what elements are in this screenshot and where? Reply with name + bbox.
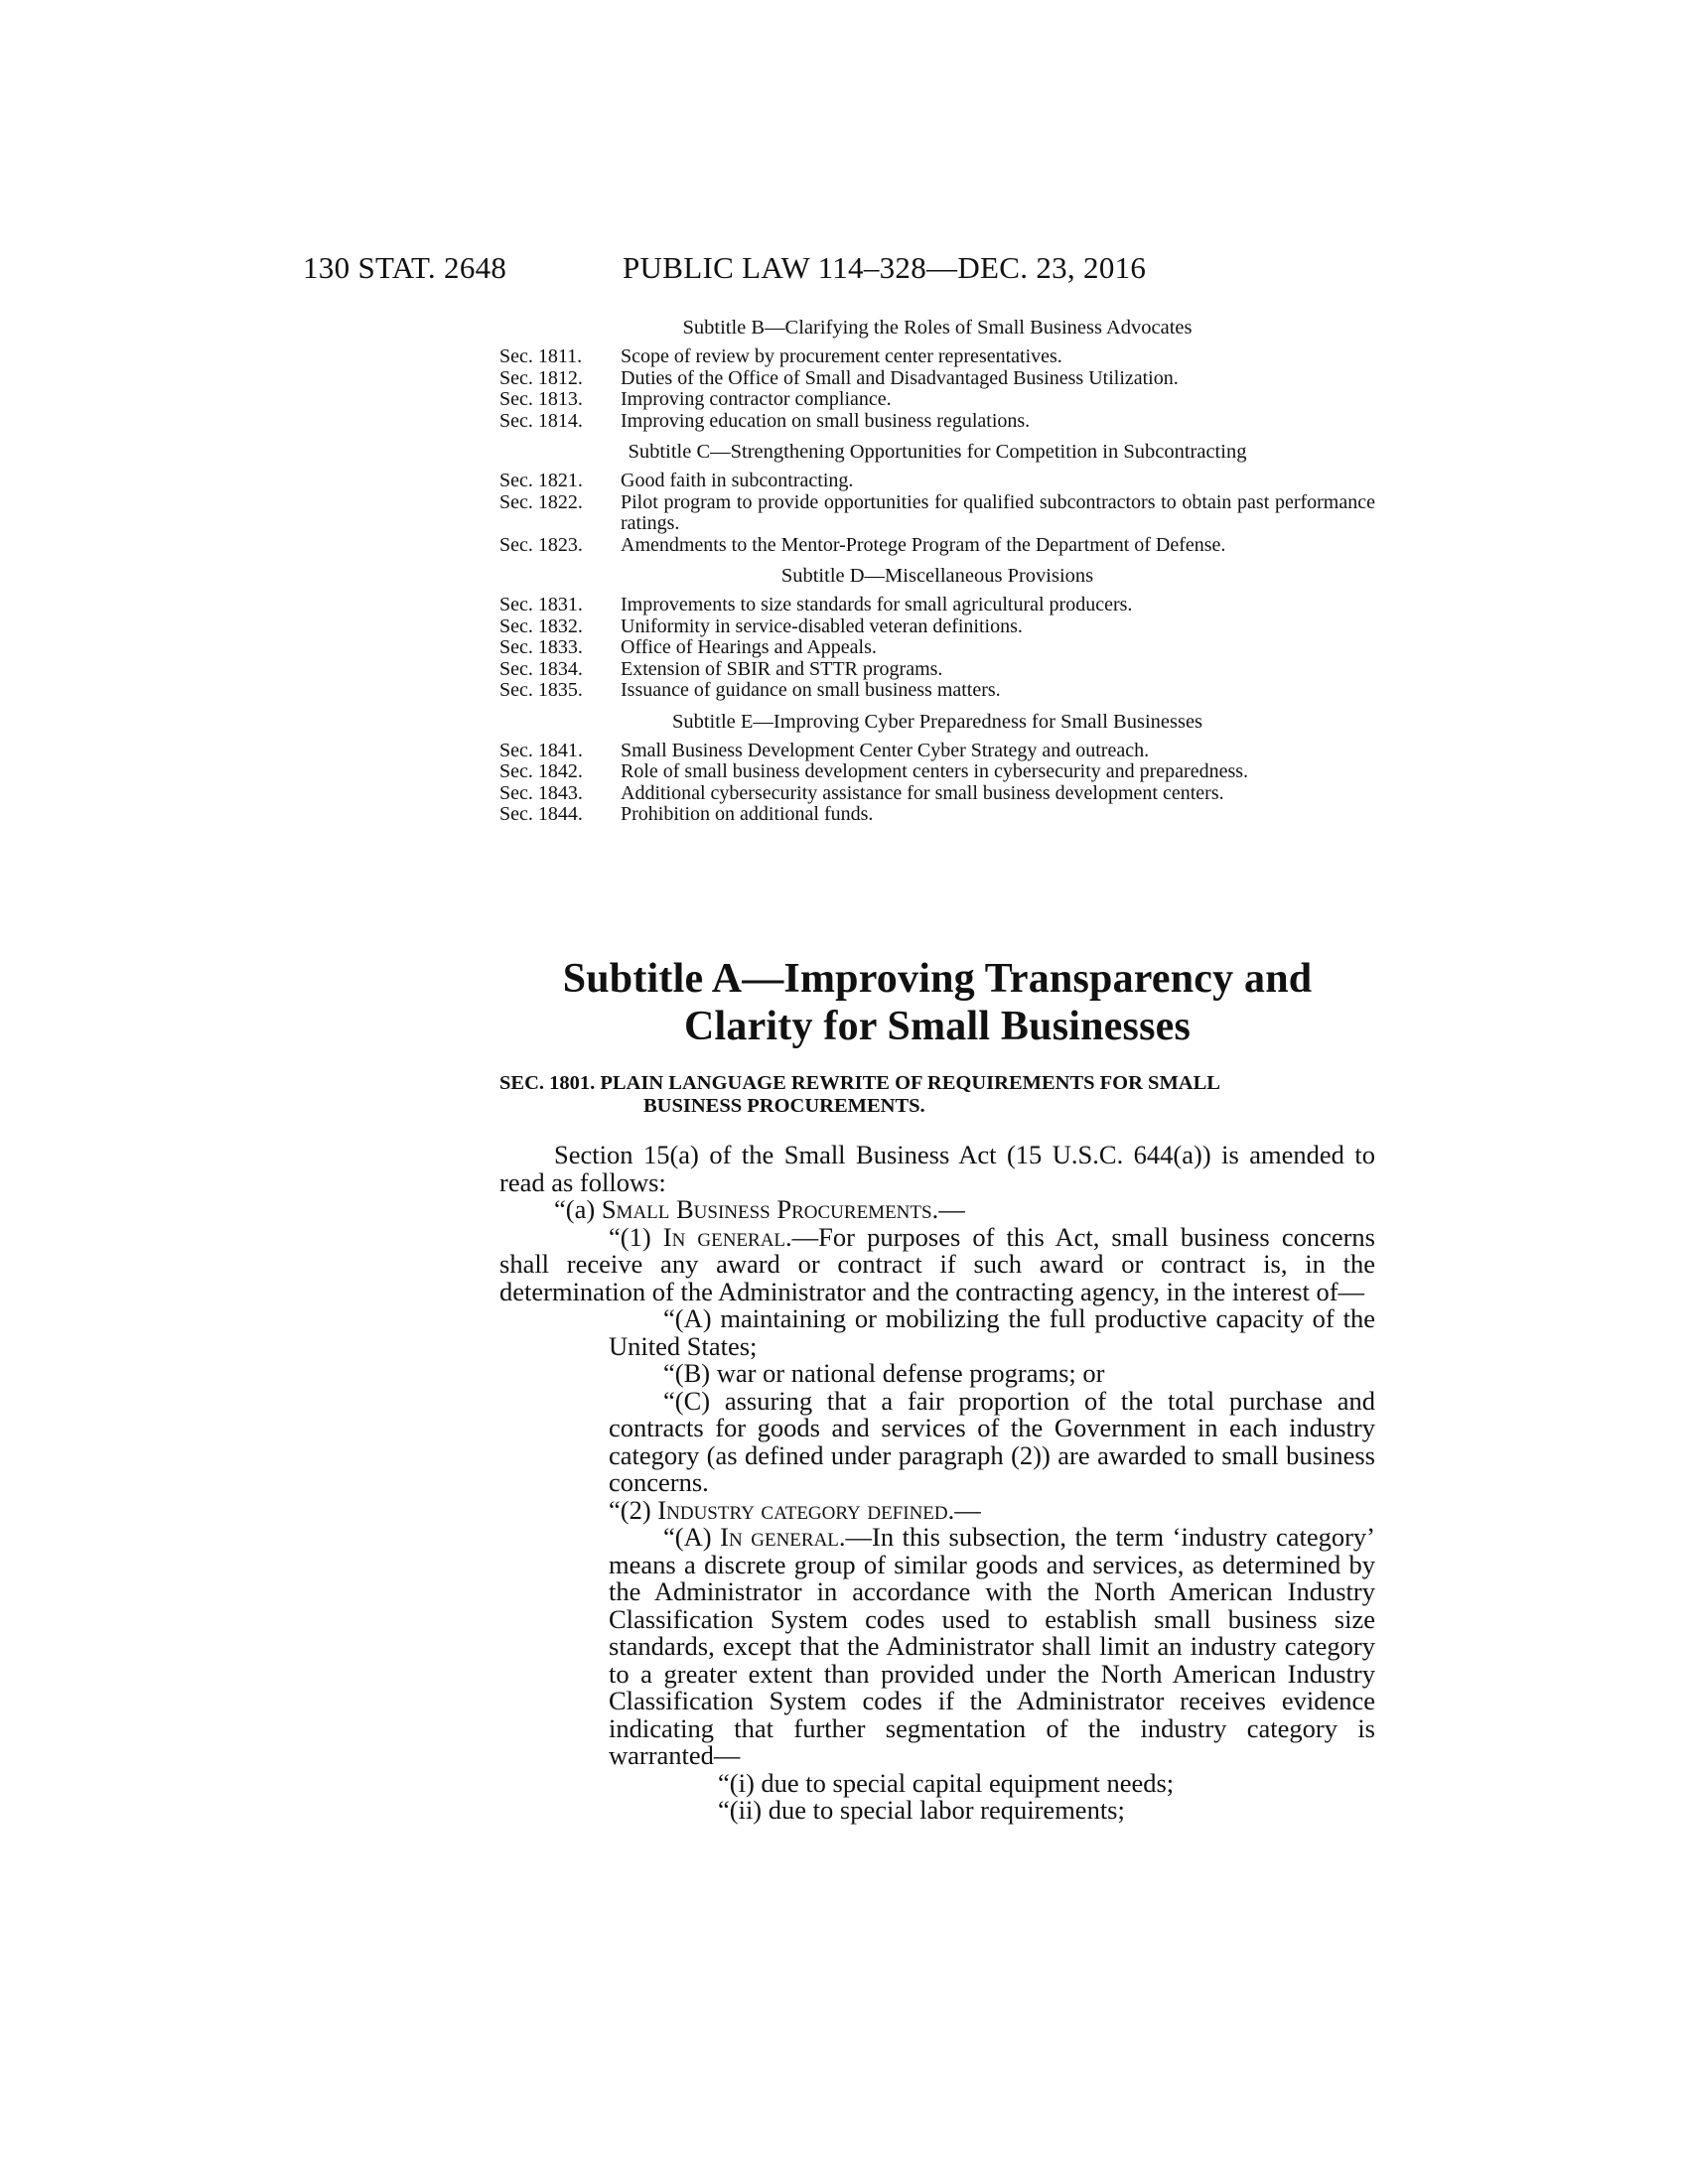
- toc-heading: Subtitle C—Strengthening Opportunities for Competition in Subcontracting: [628, 441, 1247, 463]
- toc-entry-number: Sec. 1823.: [499, 533, 583, 556]
- toc-entry-number: Sec. 1841.: [499, 739, 583, 761]
- clause-2-a-i: “(i) due to special capital equipment needs;: [718, 1767, 1175, 1798]
- toc-entry-number: Sec. 1832.: [499, 614, 583, 637]
- paragraph-2-caption: Industry category defined: [657, 1494, 948, 1525]
- subtitle-a-heading-line1: Subtitle A—Improving Transparency and: [562, 956, 1313, 1002]
- running-head: [303, 250, 1375, 290]
- toc-entry-number: Sec. 1821.: [499, 470, 583, 491]
- clause-2-a-ii: “(ii) due to special labor requirements;: [718, 1795, 1125, 1825]
- toc-heading: Subtitle E—Improving Cyber Preparedness for Small Businesses: [671, 710, 1203, 733]
- subparagraph-2-a-caption: In general: [720, 1522, 839, 1552]
- subparagraph-1-b: “(B) war or national defense programs; or: [663, 1358, 1105, 1388]
- toc-entry-title: Small Business Development Center Cyber Strategy and outreach.: [621, 739, 1150, 761]
- toc-entry: [499, 389, 1375, 411]
- toc-entry-title: Improving education on small business regulations.: [621, 409, 1031, 432]
- toc-entry-title: Improvements to size standards for small agricultural producers.: [621, 594, 1133, 615]
- toc-entry-title: Prohibition on additional funds.: [621, 803, 874, 825]
- toc-entry-number: Sec. 1811.: [499, 345, 583, 367]
- toc-entry-number: Sec. 1834.: [499, 657, 583, 680]
- toc-entry: [499, 411, 1375, 433]
- toc-entry: [499, 346, 1375, 368]
- paragraph-2-heading: [499, 1494, 1375, 1525]
- toc-entry-title: Improving contractor compliance.: [621, 388, 892, 410]
- subparagraph-2-a-label: “(A): [663, 1522, 721, 1552]
- toc-entry-title: Good faith in subcontracting.: [621, 470, 854, 491]
- section-1801-heading-line2: BUSINESS PROCUREMENTS.: [643, 1095, 925, 1117]
- subsection-a-label: “(a): [554, 1194, 602, 1224]
- toc-entry-title: Pilot program to provide opportunities for qualified subcontractors to obtain past performance ratings.: [621, 490, 1375, 534]
- toc-entry-number: Sec. 1842.: [499, 760, 583, 782]
- toc-entry-number: Sec. 1844.: [499, 803, 583, 825]
- toc-entry-title: Amendments to the Mentor-Protege Program of the Department of Defense.: [621, 533, 1226, 556]
- subtitle-a-heading: [499, 955, 1375, 1050]
- public-law-title: PUBLIC LAW 114–328—DEC. 23, 2016: [623, 250, 1147, 285]
- toc-entry: [499, 659, 1375, 681]
- toc-entry-title: Role of small business development centers in cybersecurity and preparedness.: [621, 760, 1249, 782]
- toc-entry-title: Office of Hearings and Appeals.: [621, 636, 877, 658]
- paragraph-2-label: “(2): [609, 1494, 658, 1525]
- toc-group-subtitle-e: [499, 710, 1375, 826]
- paragraph-2-dash: .—: [947, 1494, 981, 1525]
- toc-entry-number: Sec. 1813.: [499, 388, 583, 410]
- toc-entry-number: Sec. 1833.: [499, 636, 583, 658]
- paragraph-1-caption: In general: [662, 1221, 786, 1252]
- toc-entry: [499, 741, 1375, 762]
- toc-entry: [499, 368, 1375, 390]
- subsection-a-heading: [499, 1196, 1375, 1224]
- section-intro-paragraph: Section 15(a) of the Small Business Act (15 U.S.C. 644(a)) is amended to read as follows:: [499, 1140, 1375, 1197]
- toc-entry-number: Sec. 1812.: [499, 366, 583, 389]
- toc-entry: [499, 471, 1375, 492]
- subparagraph-1-a: “(A) maintaining or mobilizing the full productive capacity of the United States;: [609, 1303, 1375, 1361]
- subsection-a-caption: Small Business Procurements: [601, 1194, 932, 1224]
- toc-entry-title: Scope of review by procurement center representatives.: [621, 345, 1062, 367]
- section-1801-heading: [499, 1072, 1375, 1118]
- subsection-a-dash: .—: [931, 1194, 965, 1224]
- toc-entry: [499, 535, 1375, 557]
- table-of-contents: [499, 316, 1375, 826]
- toc-entry-number: Sec. 1822.: [499, 490, 583, 513]
- statute-citation: 130 STAT. 2648: [303, 250, 507, 285]
- toc-group-subtitle-b: [499, 316, 1375, 432]
- section-1801-heading-line1: SEC. 1801. PLAIN LANGUAGE REWRITE OF REQUIREMENTS FOR SMALL: [499, 1072, 1220, 1094]
- toc-entry-title: Issuance of guidance on small business matters.: [621, 679, 1001, 701]
- toc-entry-number: Sec. 1831.: [499, 594, 583, 615]
- toc-heading: Subtitle B—Clarifying the Roles of Small Business Advocates: [682, 317, 1193, 339]
- subparagraph-2-a: [499, 1524, 1375, 1770]
- toc-entry-number: Sec. 1843.: [499, 781, 583, 804]
- toc-entry-title: Additional cybersecurity assistance for small business development centers.: [621, 781, 1224, 804]
- paragraph-1: [499, 1221, 1375, 1306]
- subparagraph-1-c: “(C) assuring that a fair proportion of the total purchase and contracts for goods and services of the Government in each industry category (as defined under paragraph (2)) are awarded to small business concerns.: [609, 1385, 1375, 1497]
- paragraph-1-label: “(1): [609, 1221, 663, 1252]
- toc-entry-title: Uniformity in service-disabled veteran definitions.: [621, 614, 1023, 637]
- toc-entry: [499, 761, 1375, 783]
- toc-entry-title: Extension of SBIR and STTR programs.: [621, 657, 943, 680]
- toc-entry: [499, 595, 1375, 616]
- toc-entry: [499, 492, 1375, 535]
- toc-group-subtitle-c: [499, 440, 1375, 556]
- paragraph-1-text: .—For purposes of this Act, small business concerns shall receive any award or contract if such award or contract is, in the determination of the Administrator and the contracting agency, in the interest of—: [499, 1221, 1375, 1306]
- toc-heading: Subtitle D—Miscellaneous Provisions: [780, 565, 1094, 587]
- toc-entry: [499, 637, 1375, 659]
- subtitle-a-heading-line2: Clarity for Small Businesses: [683, 1004, 1191, 1049]
- toc-entry-number: Sec. 1835.: [499, 679, 583, 701]
- toc-entry-title: Duties of the Office of Small and Disadvantaged Business Utilization.: [621, 366, 1179, 389]
- toc-entry-number: Sec. 1814.: [499, 409, 583, 432]
- toc-entry: [499, 616, 1375, 638]
- subparagraph-2-a-text: .—In this subsection, the term ‘industry category’ means a discrete group of similar goods and services, as determined by the Administrator in accordance with the North American Industry Classification System codes used to establish small business size standards, except that the Administrator shall limit an industry category to a greater extent than provided under the North American Industry Classification System codes if the Administrator receives evidence indicating that further segmentation of the industry category is warranted—: [609, 1522, 1375, 1770]
- toc-entry: [499, 680, 1375, 702]
- toc-entry: [499, 783, 1375, 805]
- toc-entry: [499, 804, 1375, 826]
- toc-group-subtitle-d: [499, 564, 1375, 702]
- section-1801-body: [499, 1142, 1375, 1825]
